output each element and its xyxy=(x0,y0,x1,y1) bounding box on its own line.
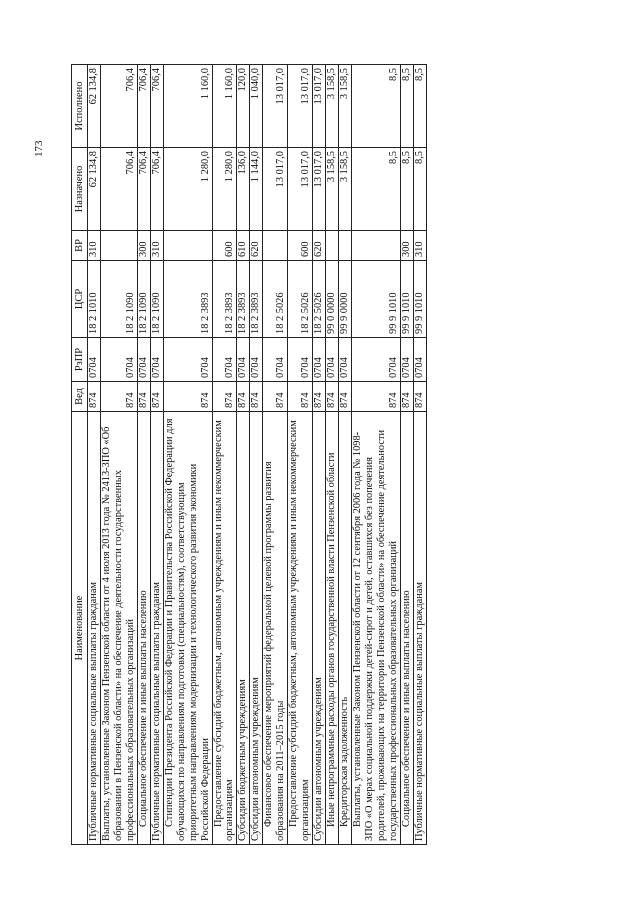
row-ved: 874 xyxy=(250,382,263,412)
row-ved: 874 xyxy=(237,382,250,412)
row-vr: 310 xyxy=(88,231,101,261)
page-number: 173 xyxy=(33,140,45,157)
row-assigned: 706,4 xyxy=(100,148,137,231)
table-row xyxy=(326,65,339,845)
table-row xyxy=(100,65,137,845)
row-vr: 300 xyxy=(400,231,413,261)
row-assigned: 1 144,0 xyxy=(250,148,263,231)
row-csr: 18 2 1090 xyxy=(100,261,137,338)
row-name: Финансовое обеспечение мероприятий федеральной целевой программы развития образования на 2011–2015 годы xyxy=(263,412,288,845)
header-ved: Вед xyxy=(72,382,88,412)
row-ved: 874 xyxy=(212,382,237,412)
row-rzpr: 0704 xyxy=(288,338,313,382)
row-name: Социальное обеспечение и иные выплаты населению xyxy=(137,412,150,845)
row-rzpr: 0704 xyxy=(263,338,288,382)
row-vr xyxy=(163,231,212,261)
row-name: Иные непрограммные расходы органов государственной власти Пензенской области xyxy=(326,412,339,845)
row-name: Субсидии бюджетным учреждениям xyxy=(237,412,250,845)
row-executed: 3 158,5 xyxy=(339,65,352,148)
row-ved: 874 xyxy=(150,382,163,412)
row-name: Публичные нормативные социальные выплаты гражданам xyxy=(88,412,101,845)
row-vr: 600 xyxy=(288,231,313,261)
header-assigned: Назначено xyxy=(72,148,88,231)
row-vr: 600 xyxy=(212,231,237,261)
row-name: Выплаты, установленные Законом Пензенской области от 4 июля 2013 года № 2413-ЗПО «Об образовании в Пензенской области» на обеспечение деятельности государственных профессиональных образовательных организаций xyxy=(100,412,137,845)
row-csr: 18 2 5026 xyxy=(313,261,326,338)
table-row xyxy=(150,65,163,845)
row-vr xyxy=(100,231,137,261)
row-csr: 18 2 1010 xyxy=(88,261,101,338)
header-csr: ЦСР xyxy=(72,261,88,338)
row-vr xyxy=(326,231,339,261)
row-executed: 706,4 xyxy=(150,65,163,148)
row-ved: 874 xyxy=(352,382,401,412)
rotated-page-content xyxy=(71,65,571,845)
row-rzpr: 0704 xyxy=(400,338,413,382)
row-executed: 13 017,0 xyxy=(313,65,326,148)
row-csr: 99 9 0000 xyxy=(339,261,352,338)
table-row xyxy=(237,65,250,845)
row-csr: 99 0 0000 xyxy=(326,261,339,338)
row-rzpr: 0704 xyxy=(250,338,263,382)
row-csr: 18 2 1090 xyxy=(150,261,163,338)
row-vr: 310 xyxy=(150,231,163,261)
row-vr: 610 xyxy=(237,231,250,261)
row-name: Субсидии автономным учреждениям xyxy=(250,412,263,845)
table-row xyxy=(400,65,413,845)
table-row xyxy=(339,65,352,845)
row-executed: 1 160,0 xyxy=(163,65,212,148)
row-rzpr: 0704 xyxy=(237,338,250,382)
row-executed: 13 017,0 xyxy=(263,65,288,148)
row-assigned: 8,5 xyxy=(352,148,401,231)
row-name: Субсидии автономным учреждениям xyxy=(313,412,326,845)
row-ved: 874 xyxy=(263,382,288,412)
row-assigned: 136,0 xyxy=(237,148,250,231)
row-rzpr: 0704 xyxy=(150,338,163,382)
row-executed: 1 040,0 xyxy=(250,65,263,148)
row-vr: 620 xyxy=(250,231,263,261)
table-row xyxy=(212,65,237,845)
row-ved: 874 xyxy=(163,382,212,412)
row-vr: 300 xyxy=(137,231,150,261)
row-assigned: 62 134,8 xyxy=(88,148,101,231)
row-ved: 874 xyxy=(100,382,137,412)
row-name: Социальное обеспечение и иные выплаты населению xyxy=(400,412,413,845)
row-ved: 874 xyxy=(313,382,326,412)
row-ved: 874 xyxy=(326,382,339,412)
row-rzpr: 0704 xyxy=(326,338,339,382)
row-ved: 874 xyxy=(88,382,101,412)
row-csr: 99 9 1010 xyxy=(352,261,401,338)
row-ved: 874 xyxy=(400,382,413,412)
row-ved: 874 xyxy=(413,382,426,412)
row-name: Публичные нормативные социальные выплаты гражданам xyxy=(413,412,426,845)
row-rzpr: 0704 xyxy=(212,338,237,382)
row-rzpr: 0704 xyxy=(137,338,150,382)
row-name: Кредиторская задолженность xyxy=(339,412,352,845)
row-executed: 706,4 xyxy=(137,65,150,148)
table-row xyxy=(163,65,212,845)
row-csr: 18 2 1090 xyxy=(137,261,150,338)
row-rzpr: 0704 xyxy=(413,338,426,382)
row-csr: 18 2 3893 xyxy=(212,261,237,338)
row-assigned: 706,4 xyxy=(137,148,150,231)
row-rzpr: 0704 xyxy=(313,338,326,382)
header-executed: Исполнено xyxy=(72,65,88,148)
row-vr: 620 xyxy=(313,231,326,261)
budget-table xyxy=(71,64,427,845)
row-csr: 18 2 5026 xyxy=(263,261,288,338)
row-executed: 3 158,5 xyxy=(326,65,339,148)
row-assigned: 8,5 xyxy=(400,148,413,231)
row-ved: 874 xyxy=(288,382,313,412)
row-name: Предоставление субсидий бюджетным, автономным учреждениям и иным некоммерческим организациям xyxy=(212,412,237,845)
row-executed: 706,4 xyxy=(100,65,137,148)
table-row xyxy=(288,65,313,845)
row-executed: 62 134,8 xyxy=(88,65,101,148)
row-rzpr: 0704 xyxy=(100,338,137,382)
table-row xyxy=(352,65,401,845)
row-executed: 13 017,0 xyxy=(288,65,313,148)
row-name: Публичные нормативные социальные выплаты гражданам xyxy=(150,412,163,845)
row-csr: 18 2 3893 xyxy=(237,261,250,338)
table-row xyxy=(413,65,426,845)
row-executed: 1 160,0 xyxy=(212,65,237,148)
row-csr: 18 2 3893 xyxy=(250,261,263,338)
row-name: Предоставление субсидий бюджетным, автономным учреждениям и иным некоммерческим организациям xyxy=(288,412,313,845)
table-header-row xyxy=(72,65,88,845)
row-name: Стипендии Президента Российской Федерации и Правительства Российской Федерации для обучающихся по направлениям подготовки (специальностям), соответствующим приоритетным направлениям модернизации и технологического развития экономики Российской Федерации xyxy=(163,412,212,845)
row-assigned: 706,4 xyxy=(150,148,163,231)
row-ved: 874 xyxy=(339,382,352,412)
row-vr xyxy=(339,231,352,261)
row-assigned: 3 158,5 xyxy=(339,148,352,231)
header-vr: ВР xyxy=(72,231,88,261)
row-rzpr: 0704 xyxy=(352,338,401,382)
row-vr xyxy=(263,231,288,261)
row-assigned: 13 017,0 xyxy=(313,148,326,231)
row-assigned: 13 017,0 xyxy=(263,148,288,231)
row-executed: 8,5 xyxy=(352,65,401,148)
row-executed: 8,5 xyxy=(400,65,413,148)
row-vr: 310 xyxy=(413,231,426,261)
row-csr: 18 2 3893 xyxy=(163,261,212,338)
table-row xyxy=(313,65,326,845)
header-name: Наименование xyxy=(72,412,88,845)
table-row xyxy=(250,65,263,845)
row-assigned: 1 280,0 xyxy=(212,148,237,231)
row-csr: 18 2 5026 xyxy=(288,261,313,338)
table-row xyxy=(137,65,150,845)
row-assigned: 8,5 xyxy=(413,148,426,231)
row-name: Выплаты, установленные Законом Пензенской области от 12 сентября 2006 года № 1098-ЗПО «О мерах социальной поддержки детей-сирот и детей, оставшихся без попечения родителей, проживающих на территории Пензенской области» на обеспечение деятельности государственных профессиональных образовательных организаций xyxy=(352,412,401,845)
table-row xyxy=(263,65,288,845)
row-rzpr: 0704 xyxy=(163,338,212,382)
row-csr: 99 9 1010 xyxy=(400,261,413,338)
row-assigned: 13 017,0 xyxy=(288,148,313,231)
row-csr: 99 9 1010 xyxy=(413,261,426,338)
row-assigned: 1 280,0 xyxy=(163,148,212,231)
row-executed: 8,5 xyxy=(413,65,426,148)
row-vr xyxy=(352,231,401,261)
table-row xyxy=(88,65,101,845)
row-ved: 874 xyxy=(137,382,150,412)
row-rzpr: 0704 xyxy=(88,338,101,382)
row-rzpr: 0704 xyxy=(339,338,352,382)
row-assigned: 3 158,5 xyxy=(326,148,339,231)
header-rzpr: РзПР xyxy=(72,338,88,382)
row-executed: 120,0 xyxy=(237,65,250,148)
